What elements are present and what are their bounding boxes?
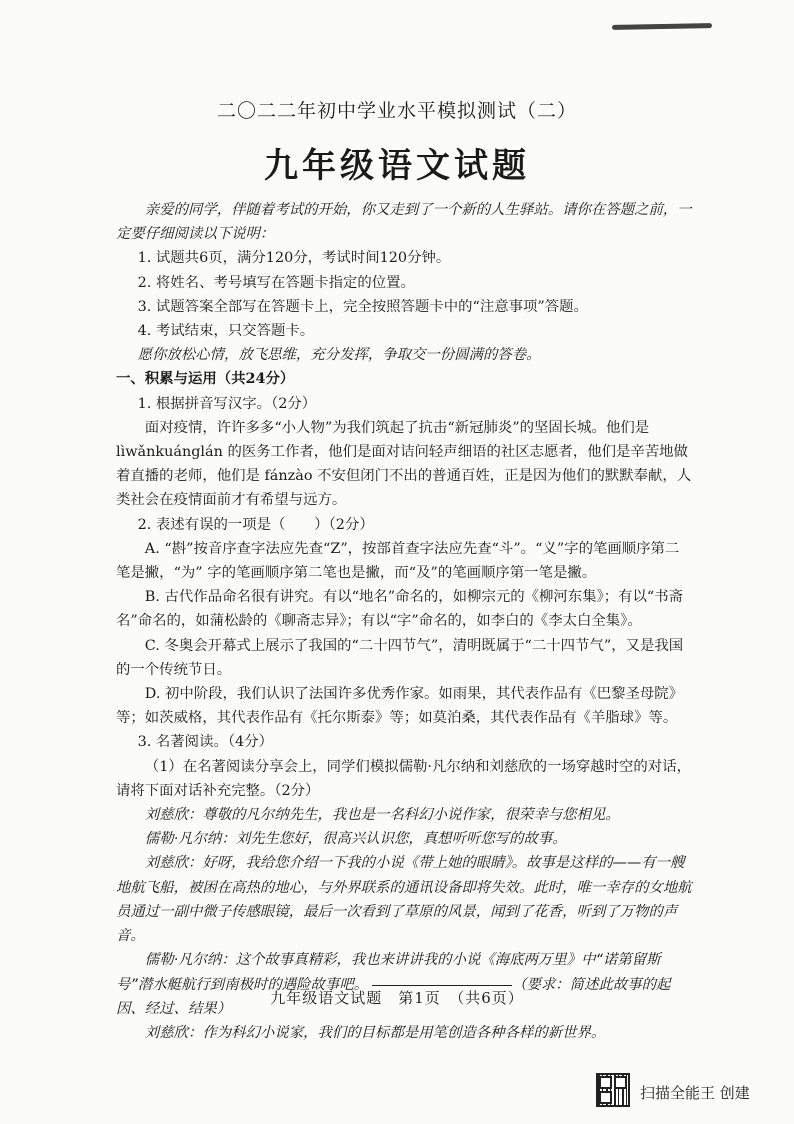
question-1-text: 面对疫情，许许多多“小人物”为我们筑起了抗击“新冠肺炎”的坚固长城。他们是 lìwǎnkuánglán 的医务工作者，他们是面对诘问轻声细语的社区志愿者，他们是辛苦地做着直播的老师，他们是 fánzào 不安但闭门不出的普通百姓，正是因为他们的默默奉献，人类社会在疫情面前才有希望与远方。 <box>116 419 692 509</box>
question-2-label: 2. 表述有误的一项是（ ）（2分） <box>137 516 374 533</box>
rule-item: 3. 试题答案全部写在答题卡上，完全按照答题卡中的“注意事项”答题。 <box>137 298 588 315</box>
question-2-option-d: D. 初中阶段，我们认识了法国许多优秀作家。如雨果，其代表作品有《巴黎圣母院》等；如茨威格，其代表作品有《托尔斯泰》等；如莫泊桑，其代表作品有《羊脂球》等。 <box>116 686 684 727</box>
question-2-option-c: C. 冬奥会开幕式上展示了我国的“二十四节气”，清明既属于“二十四节气”，又是我国的一个传统节日。 <box>116 637 684 678</box>
section-heading: 一、积累与运用（共24分） <box>116 370 295 388</box>
exam-content <box>116 198 692 1045</box>
question-2-option-b: B. 古代作品命名很有讲究。有以“地名”命名的，如柳宗元的《柳河东集》；有以“书斋名”命名的，如蒲松龄的《聊斋志异》；有以“字”命名的，如李白的《李太白全集》。 <box>116 589 684 630</box>
exam-subtitle: 二〇二二年初中学业水平模拟测试（二） <box>216 100 577 122</box>
dialog-line-last: 刘慈欣：作为科幻小说家，我们的目标都是用笔创造各种各样的新世界。 <box>144 1024 606 1041</box>
intro-greeting: 亲爱的同学，伴随着考试的开始，你又走到了一个新的人生驿站。请你在答题之前，一定要仔细阅读以下说明： <box>116 202 692 243</box>
rule-item: 1. 试题共6页，满分120分，考试时间120分钟。 <box>137 250 451 267</box>
question-2-option-a: A. “斟”按音序查字法应先查“Z”，按部首查字法应先查“斗”。“义”字的笔画顺序第二笔是撇，“为” 字的笔画顺序第二笔也是撇，而“及”的笔画顺序第一笔是撇。 <box>116 540 680 582</box>
dialog-line: 刘慈欣：好呀，我给您介绍一下我的小说《带上她的眼睛》。故事是这样的——有一艘地航飞船，被困在高热的地心，与外界联系的通讯设备即将失效。此时，唯一幸存的女地航员通过一副中微子传感眼镜，最后一次看到了草原的风景，闻到了花香，听到了万物的声音。 <box>116 855 692 945</box>
verne-prefix: 儒勒·凡尔纳：这个故事真精彩，我也来讲讲我的小说《海底两万里》中“诺第留斯号”潜水艇航行到南极时的遇险故事吧。 <box>116 952 661 993</box>
qr-finder-icon <box>599 1091 612 1104</box>
scan-mark <box>612 23 712 30</box>
dialog-line: 儒勒·凡尔纳：刘先生您好，很高兴认识您，真想听听您写的故事。 <box>144 831 567 848</box>
rule-item: 2. 将姓名、考号填写在答题卡指定的位置。 <box>137 274 415 291</box>
page-footer: 九年级语文试题 第1页 （共6页） <box>270 989 524 1007</box>
qr-code-icon <box>596 1073 630 1107</box>
question-3-label: 3. 名著阅读。（4分） <box>137 734 273 751</box>
verne-suffix: （要求：简述此故事的起因、经过、结果） <box>116 976 671 1017</box>
rule-item: 4. 考试结束，只交答题卡。 <box>137 323 315 340</box>
answer-blank[interactable] <box>372 984 512 986</box>
question-1-label: 1. 根据拼音写汉字。（2分） <box>137 395 317 412</box>
question-3-sub1: （1）在名著阅读分享会上，同学们模拟儒勒·凡尔纳和刘慈欣的一场穿越时空的对话，请将下面对话补充完整。（2分） <box>116 758 691 799</box>
dialog-line: 刘慈欣：尊敬的凡尔纳先生，我也是一名科幻小说作家，很荣幸与您相见。 <box>144 807 620 824</box>
qr-finder-icon <box>614 1076 627 1089</box>
scanner-watermark: 扫描全能王 创建 <box>640 1084 750 1102</box>
dialog-line-verne <box>116 948 692 1021</box>
intro-wish: 愿你放松心情，放飞思维，充分发挥，争取交一份圆满的答卷。 <box>137 347 541 364</box>
qr-finder-icon <box>599 1076 612 1089</box>
exam-title: 九年级语文试题 <box>264 146 530 186</box>
